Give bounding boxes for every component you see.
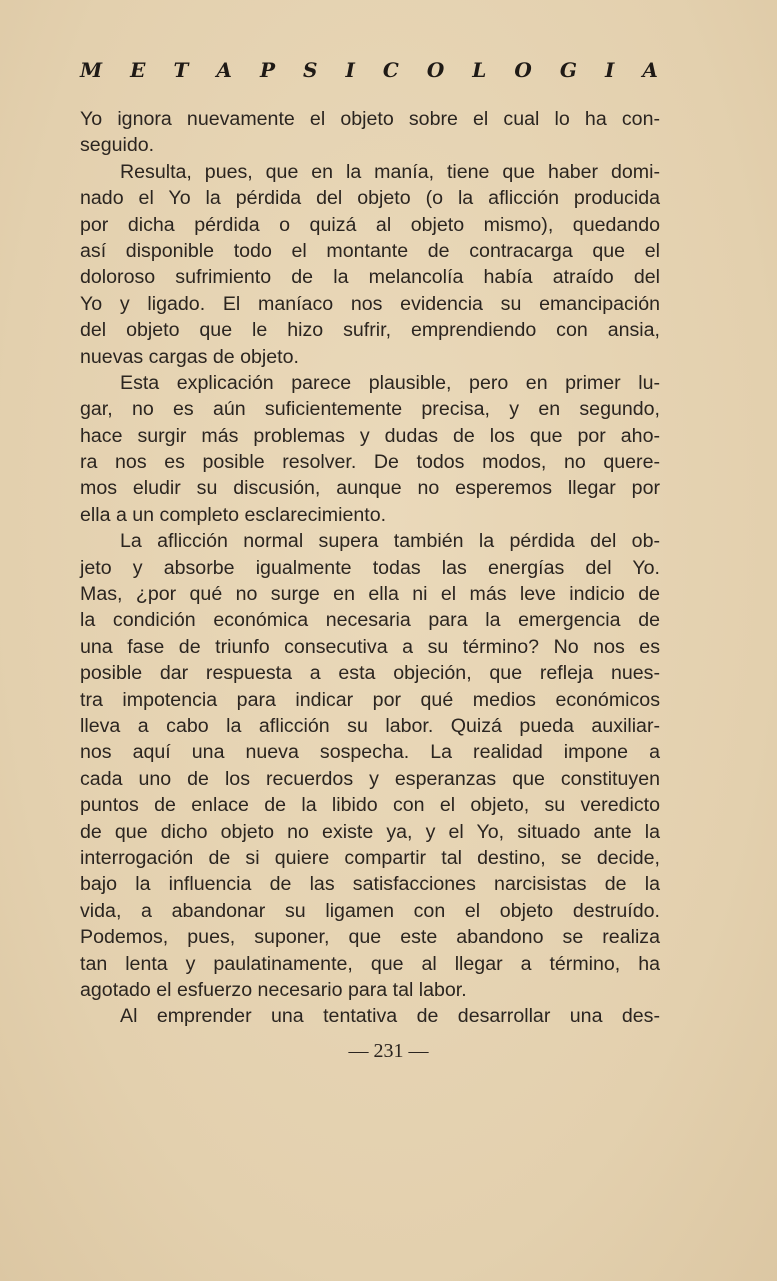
running-head-letter: P [259,58,275,82]
running-head-letter: A [642,58,658,82]
running-head-letter: S [303,58,318,82]
running-head-letter: I [345,58,355,82]
text-line: tan lenta y paulatinamente, que al llegar a término, ha [80,952,660,975]
text-line: nado el Yo la pérdida del objeto (o la aflicción producida [80,187,660,210]
text-line: cada uno de los recuerdos y esperanzas que constituyen [80,767,660,790]
text-line: interrogación de si quiere compartir tal destino, se decide, [80,846,660,869]
text-line: por dicha pérdida o quizá al objeto mismo), quedando [80,213,660,236]
page-number: — 231 — [348,1040,429,1062]
text-line: una fase de triunfo consecutiva a su término? No nos es [80,635,660,658]
running-head-letter: C [382,58,399,82]
text-line: vida, a abandonar su ligamen con el objeto destruído. [80,899,660,922]
text-line: ella a un completo esclarecimiento. [80,503,387,526]
text-line: Resulta, pues, que en la manía, tiene que haber domi- [120,160,660,183]
text-line: lleva a cabo la aflicción su labor. Quizá pueda auxiliar- [80,714,660,737]
running-head-letter: I [604,58,615,82]
text-line: agotado el esfuerzo necesario para tal labor. [80,978,467,1001]
running-head [80,58,658,82]
body-text [80,106,660,1030]
text-line: Podemos, pues, suponer, que este abandono se realiza [80,926,660,949]
running-head-letter: A [216,58,232,82]
text-line: del objeto que le hizo sufrir, emprendiendo con ansia, [80,319,660,342]
text-line: Yo ignora nuevamente el objeto sobre el cual lo ha con- [80,108,660,130]
running-head-letter: O [514,58,532,82]
text-line: La aflicción normal supera también la pérdida del ob- [120,530,660,553]
text-line: Esta explicación parece plausible, pero en primer lu- [120,371,660,394]
text-line: seguido. [80,134,155,157]
text-line: bajo la influencia de las satisfacciones narcisistas de la [80,873,660,896]
text-line: hace surgir más problemas y dudas de los que por aho- [80,424,660,447]
text-line: nuevas cargas de objeto. [80,345,299,368]
text-line: jeto y absorbe igualmente todas las energías del Yo. [80,556,660,579]
running-head-letter: M [80,58,103,82]
running-head-letter: G [559,58,577,82]
text-line: nos aquí una nueva sospecha. La realidad impone a [80,741,660,764]
running-head-letter: L [472,58,487,82]
running-head-letter: E [130,58,146,82]
running-head-letter: O [426,58,445,82]
text-line: puntos de enlace de la libido con el objeto, su veredicto [80,794,660,817]
text-line: Yo y ligado. El maníaco nos evidencia su emancipación [80,292,660,315]
text-line: posible dar respuesta a esta objeción, que refleja nues- [80,662,660,685]
text-line: doloroso sufrimiento de la melancolía había atraído del [80,266,660,289]
text-line: de que dicho objeto no existe ya, y el Yo, situado ante la [80,820,660,843]
text-line: ra nos es posible resolver. De todos modos, no quere- [80,451,660,474]
text-line: tra impotencia para indicar por qué medios económicos [80,688,660,711]
text-line: mos eludir su discusión, aunque no esperemos llegar por [80,477,660,500]
text-line: gar, no es aún suficientemente precisa, y en segundo, [80,398,660,421]
text-line: Mas, ¿por qué no surge en ella ni el más leve indicio de [80,583,660,606]
text-line: Al emprender una tentativa de desarrollar una des- [120,1005,660,1028]
text-line: la condición económica necesaria para la emergencia de [80,609,660,632]
text-line: así disponible todo el montante de contracarga que el [80,239,660,262]
running-head-letter: T [173,58,189,82]
